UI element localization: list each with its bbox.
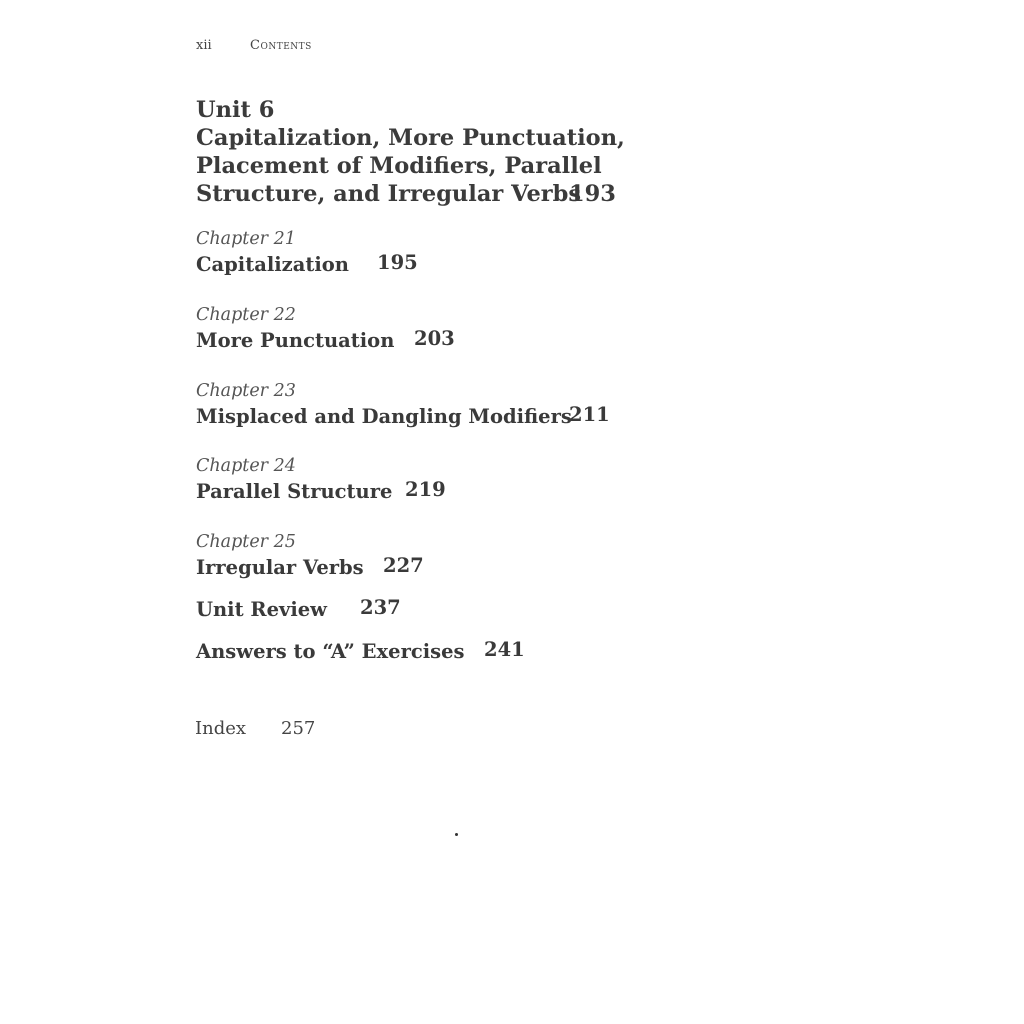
index-page-number: 257: [281, 718, 316, 739]
chapter-page-number: 211: [569, 403, 610, 426]
chapter-page-number: 203: [414, 327, 455, 350]
unit-title-line: Capitalization, More Punctuation,: [196, 125, 625, 151]
chapter-label: Chapter 25: [196, 532, 296, 552]
unit-title-line: Placement of Modifiers, Parallel: [196, 153, 602, 179]
chapter-title: Capitalization: [196, 253, 349, 276]
running-head-section: Contents: [250, 38, 312, 53]
entry-title: Answers to “A” Exercises: [196, 640, 465, 663]
chapter-label: Chapter 22: [196, 305, 296, 325]
unit-page-number: 193: [569, 181, 616, 207]
entry-page-number: 241: [484, 638, 525, 661]
toc-entry-answers[interactable]: [196, 638, 525, 666]
index-title: Index: [195, 718, 247, 739]
chapter-page-number: 195: [377, 251, 418, 274]
toc-entry-chapter-24[interactable]: [196, 454, 446, 506]
print-speck: [455, 833, 458, 836]
chapter-title: Parallel Structure: [196, 480, 393, 503]
toc-entry-chapter-22[interactable]: [196, 303, 455, 355]
chapter-title: Misplaced and Dangling Modifiers: [196, 405, 572, 428]
chapter-label: Chapter 24: [196, 456, 296, 476]
page-folio: xii: [196, 38, 212, 53]
entry-page-number: 237: [360, 596, 401, 619]
chapter-label: Chapter 21: [196, 229, 296, 249]
unit-heading: [196, 96, 656, 208]
toc-entry-unit-review[interactable]: [196, 596, 401, 624]
unit-label: Unit 6: [196, 97, 275, 123]
unit-title-line: Structure, and Irregular Verbs: [196, 181, 582, 207]
toc-entry-chapter-21[interactable]: [196, 227, 418, 279]
running-head: [196, 38, 312, 53]
toc-entry-chapter-23[interactable]: [196, 379, 610, 431]
chapter-page-number: 227: [383, 554, 424, 577]
chapter-title: Irregular Verbs: [196, 556, 364, 579]
entry-title: Unit Review: [196, 598, 327, 621]
toc-entry-chapter-25[interactable]: [196, 530, 424, 582]
chapter-label: Chapter 23: [196, 381, 296, 401]
chapter-title: More Punctuation: [196, 329, 395, 352]
chapter-page-number: 219: [405, 478, 446, 501]
toc-entry-index[interactable]: [195, 718, 316, 739]
